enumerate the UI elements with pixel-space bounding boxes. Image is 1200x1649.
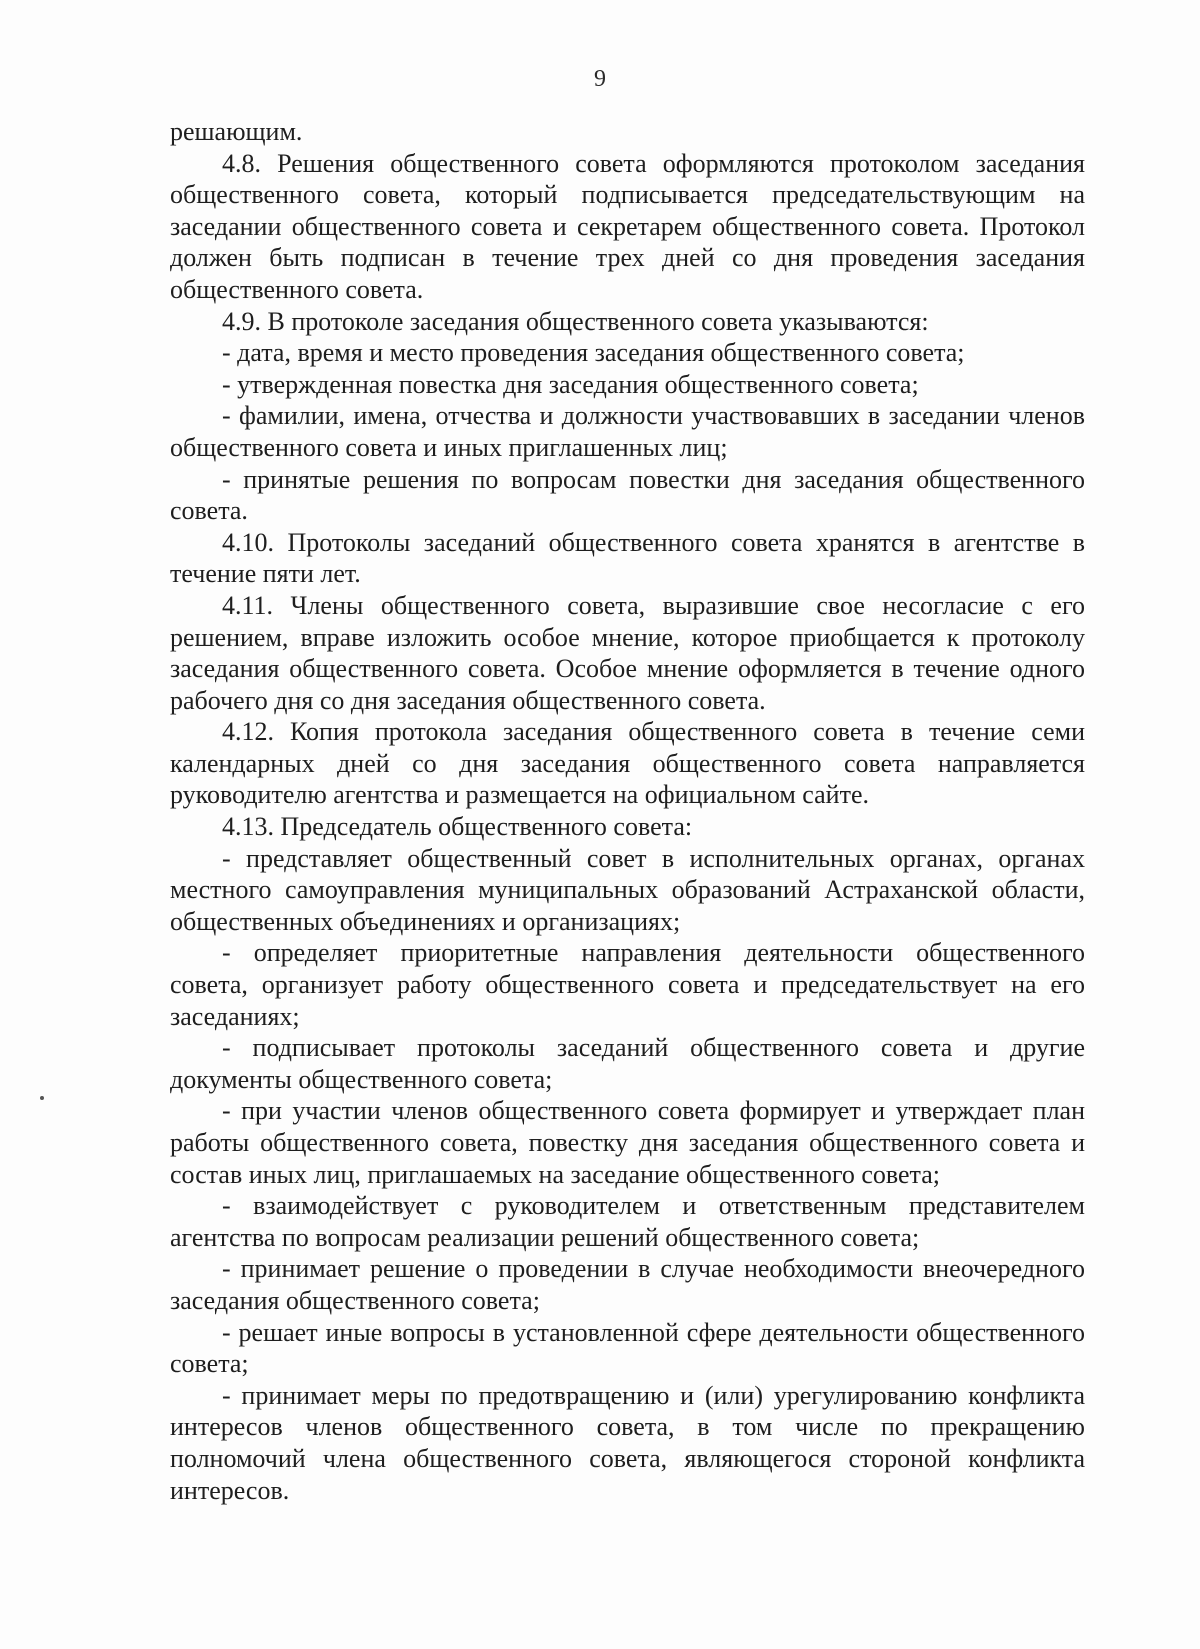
scan-speck: [40, 1096, 44, 1100]
list-item-decisions: - принятые решения по вопросам повестки дня заседания общественного совета.: [170, 464, 1085, 526]
list-item-represents: - представляет общественный совет в исполнительных органах, органах местного самоуправления муниципальных образований Астраханской области, общественных объединениях и организациях;: [170, 843, 1085, 936]
list-item-work-plan: - при участии членов общественного совета формирует и утверждает план работы общественного совета, повестку дня заседания общественного совета и состав иных лиц, приглашаемых на заседание общественного совета;: [170, 1096, 1085, 1189]
list-item-signs-protocols: - подписывает протоколы заседаний общественного совета и другие документы общественного совета;: [170, 1033, 1085, 1094]
paragraph-4-13: 4.13. Председатель общественного совета:: [222, 812, 693, 842]
paragraph-4-8: 4.8. Решения общественного совета оформляются протоколом заседания общественного совета, который подписывается председательствующим на заседании общественного совета и секретарем общественного совета. Протокол должен быть подписан в течение трех дней со дня проведения заседания общественного совета.: [170, 148, 1085, 304]
paragraph-4-10: 4.10. Протоколы заседаний общественного совета хранятся в агентстве в течение пяти лет.: [170, 527, 1085, 589]
paragraph-4-11: 4.11. Члены общественного совета, выразившие свое несогласие с его решением, вправе изложить особое мнение, которое приобщается к протоколу заседания общественного совета. Особое мнение оформляется в течение одного рабочего дня со дня заседания общественного совета.: [170, 590, 1085, 715]
list-item-participants: - фамилии, имена, отчества и должности участвовавших в заседании членов общественного совета и иных приглашенных лиц;: [170, 401, 1085, 462]
list-item-priorities: - определяет приоритетные направления деятельности общественного совета, организует работу общественного совета и председательствует на его заседаниях;: [170, 938, 1085, 1031]
paragraph-4-12: 4.12. Копия протокола заседания общественного совета в течение семи календарных дней со дня заседания общественного совета направляется руководителю агентства и размещается на официальном сайте.: [170, 717, 1085, 810]
list-item-agenda: - утвержденная повестка дня заседания общественного совета;: [222, 369, 919, 399]
list-item-extraordinary-meeting: - принимает решение о проведении в случае необходимости внеочередного заседания общественного совета;: [170, 1254, 1085, 1315]
list-item-other-questions: - решает иные вопросы в установленной сфере деятельности общественного совета;: [170, 1317, 1085, 1379]
document-body: [170, 116, 1085, 1506]
paragraph-4-9: 4.9. В протоколе заседания общественного совета указываются:: [222, 306, 929, 336]
paragraph-continuation: решающим.: [170, 117, 303, 146]
page-number: 9: [594, 66, 606, 92]
list-item-conflict-of-interest: - принимает меры по предотвращению и (или) урегулированию конфликта интересов членов общественного совета, в том числе по прекращению полномочий члена общественного совета, являющегося стороной конфликта интересов.: [170, 1380, 1085, 1505]
list-item-interacts: - взаимодействует с руководителем и ответственным представителем агентства по вопросам реализации решений общественного совета;: [170, 1191, 1085, 1252]
list-item-date-time-place: - дата, время и место проведения заседания общественного совета;: [222, 338, 965, 368]
